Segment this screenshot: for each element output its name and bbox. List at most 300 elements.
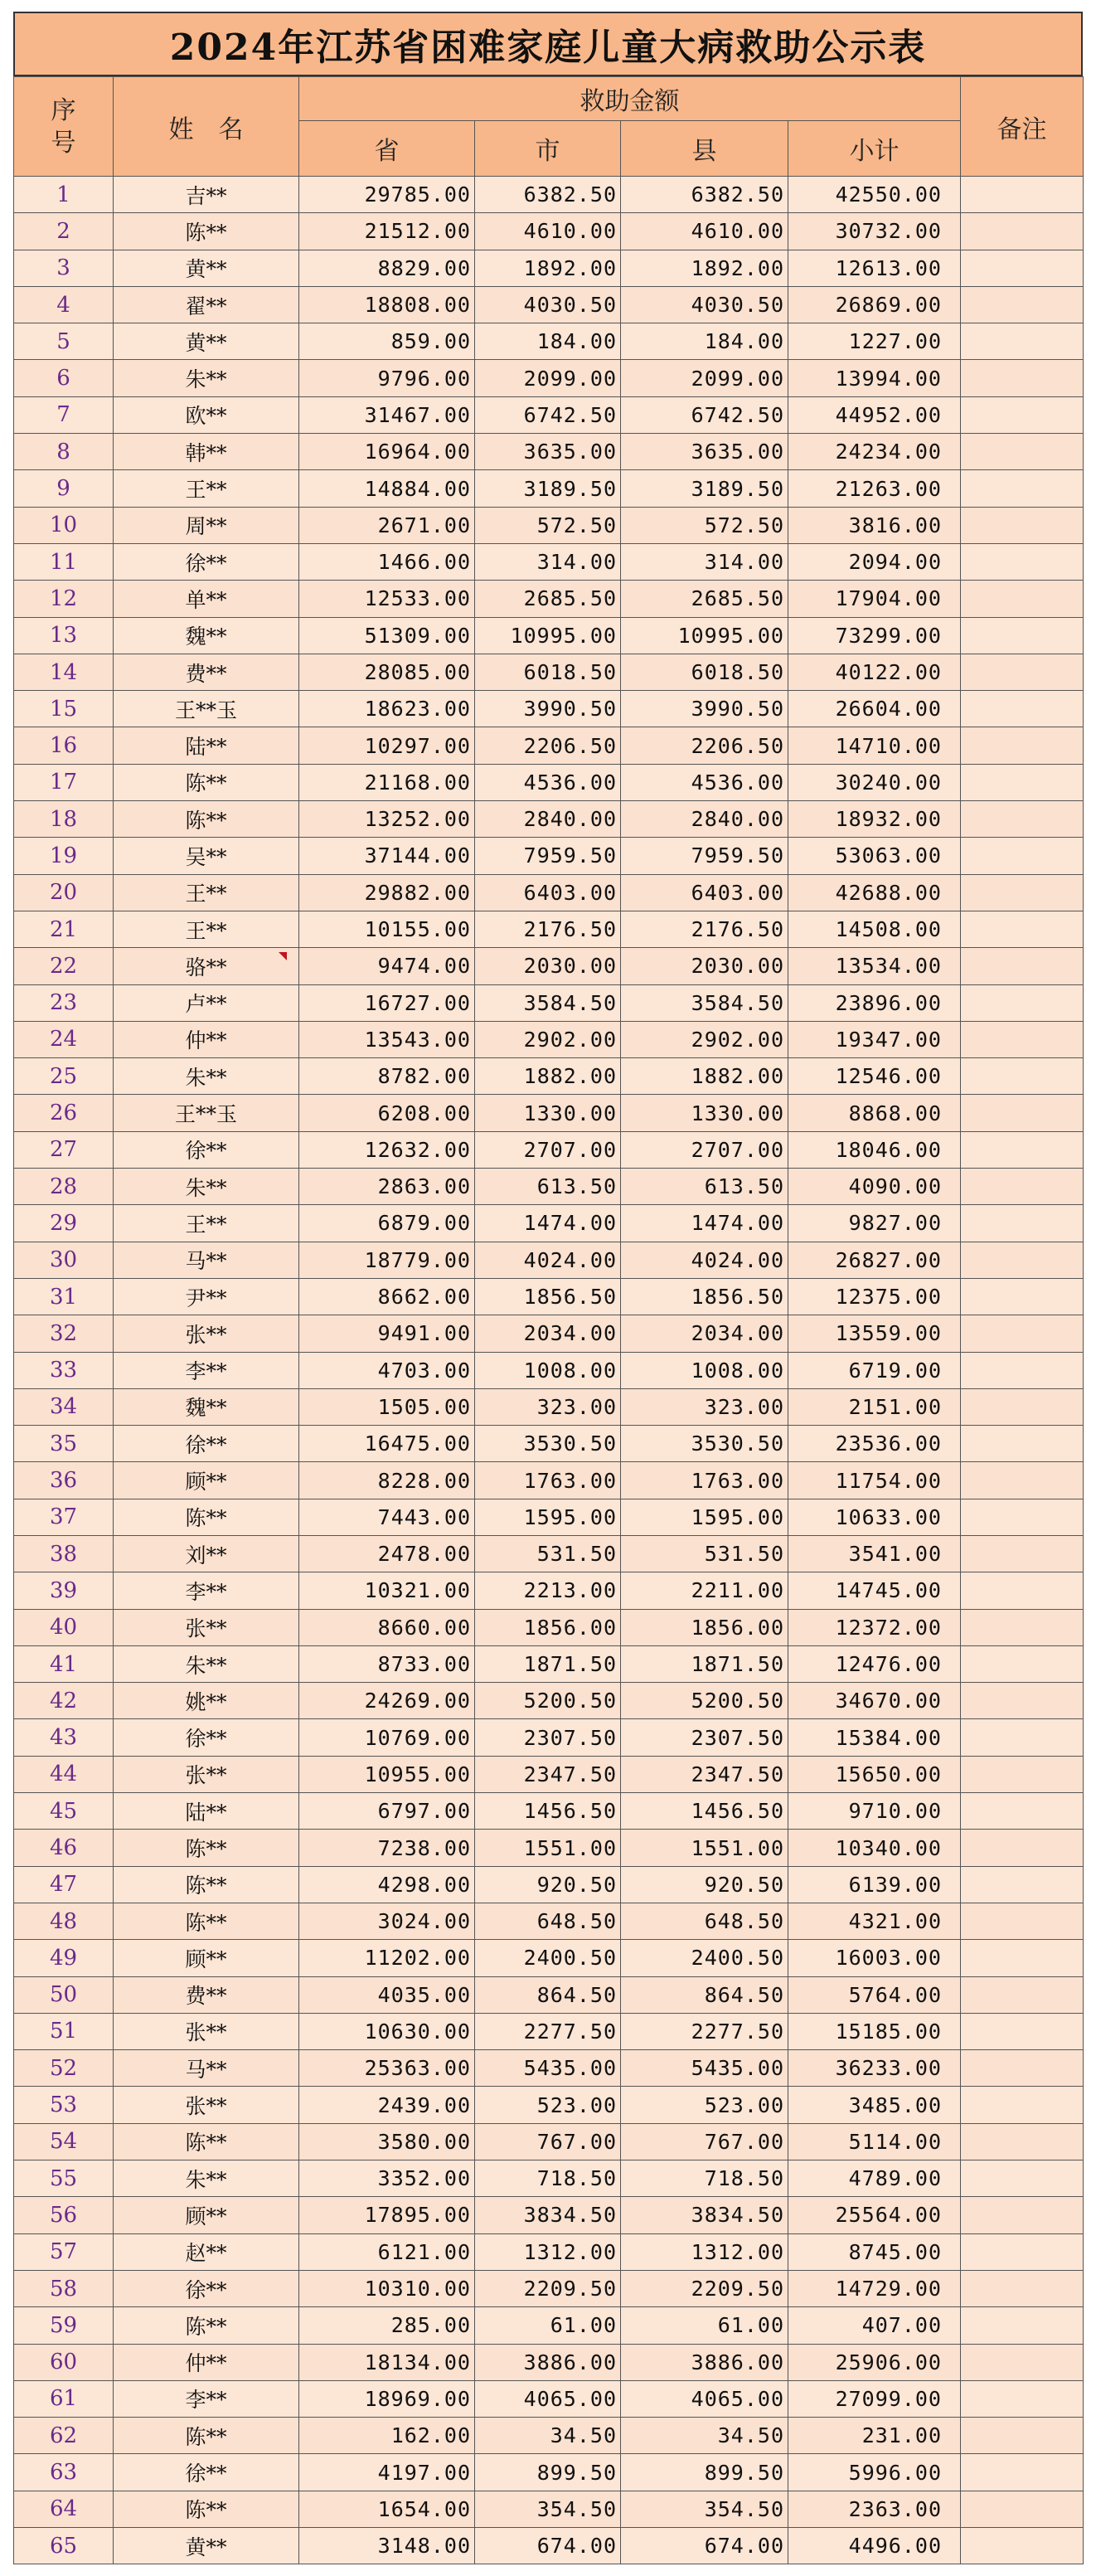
cell-city: 2209.50 — [475, 2270, 621, 2306]
table-row — [14, 1903, 1084, 1939]
cell-county: 2209.50 — [621, 2270, 788, 2306]
table-row — [14, 1830, 1084, 1866]
cell-seq: 53 — [14, 2087, 114, 2123]
cell-name: 朱** — [114, 2160, 299, 2197]
cell-city: 2707.00 — [475, 1131, 621, 1168]
table-row — [14, 2160, 1084, 2197]
cell-remark — [961, 617, 1084, 654]
cell-seq: 37 — [14, 1499, 114, 1535]
cell-county: 523.00 — [621, 2087, 788, 2123]
header-remark: 备注 — [961, 77, 1084, 177]
table-row — [14, 1205, 1084, 1242]
cell-subtotal: 6719.00 — [788, 1352, 961, 1388]
cell-city: 674.00 — [475, 2528, 621, 2564]
cell-province: 6208.00 — [299, 1095, 475, 1131]
cell-county: 1871.50 — [621, 1645, 788, 1682]
cell-seq: 63 — [14, 2454, 114, 2491]
cell-seq: 43 — [14, 1719, 114, 1756]
table-row — [14, 1499, 1084, 1535]
cell-seq: 47 — [14, 1866, 114, 1903]
header-seq: 序号 — [14, 77, 114, 177]
cell-subtotal: 15384.00 — [788, 1719, 961, 1756]
cell-province: 10955.00 — [299, 1756, 475, 1792]
cell-county: 920.50 — [621, 1866, 788, 1903]
cell-name: 陈** — [114, 2307, 299, 2344]
cell-remark — [961, 1940, 1084, 1976]
cell-subtotal: 1227.00 — [788, 323, 961, 360]
cell-province: 10155.00 — [299, 911, 475, 947]
cell-subtotal: 9827.00 — [788, 1205, 961, 1242]
table-row — [14, 1793, 1084, 1830]
cell-name: 翟** — [114, 286, 299, 323]
cell-name: 徐** — [114, 1426, 299, 1462]
table-row — [14, 1278, 1084, 1315]
table-row — [14, 764, 1084, 800]
cell-remark — [961, 2050, 1084, 2087]
cell-county: 2400.50 — [621, 1940, 788, 1976]
cell-name: 张** — [114, 2013, 299, 2049]
table-row — [14, 1756, 1084, 1792]
cell-province: 16727.00 — [299, 984, 475, 1021]
cell-remark — [961, 1021, 1084, 1057]
cell-subtotal: 12375.00 — [788, 1278, 961, 1315]
table-row — [14, 1426, 1084, 1462]
cell-seq: 56 — [14, 2197, 114, 2233]
cell-name: 陈** — [114, 1499, 299, 1535]
cell-name: 陆** — [114, 1793, 299, 1830]
table-row — [14, 2528, 1084, 2564]
cell-remark — [961, 1058, 1084, 1095]
cell-province: 29785.00 — [299, 177, 475, 213]
cell-county: 1595.00 — [621, 1499, 788, 1535]
cell-province: 9474.00 — [299, 948, 475, 984]
cell-remark — [961, 911, 1084, 947]
cell-city: 1456.50 — [475, 1793, 621, 1830]
header-amount: 救助金额 — [299, 77, 961, 121]
cell-province: 10297.00 — [299, 727, 475, 764]
table-row — [14, 911, 1084, 947]
cell-name: 王** — [114, 1205, 299, 1242]
cell-county: 531.50 — [621, 1535, 788, 1572]
cell-province: 9796.00 — [299, 360, 475, 396]
table-row — [14, 2454, 1084, 2491]
table-row — [14, 1315, 1084, 1352]
table-row — [14, 691, 1084, 727]
cell-name: 王**玉 — [114, 1095, 299, 1131]
cell-county: 4030.50 — [621, 286, 788, 323]
cell-seq: 19 — [14, 838, 114, 874]
cell-city: 4610.00 — [475, 213, 621, 250]
cell-name: 陈** — [114, 801, 299, 838]
cell-province: 3148.00 — [299, 2528, 475, 2564]
cell-name: 陈** — [114, 213, 299, 250]
cell-city: 6403.00 — [475, 874, 621, 911]
cell-province: 4298.00 — [299, 1866, 475, 1903]
cell-county: 1856.00 — [621, 1609, 788, 1645]
cell-name: 王** — [114, 470, 299, 507]
cell-city: 4024.00 — [475, 1242, 621, 1278]
cell-subtotal: 10340.00 — [788, 1830, 961, 1866]
cell-province: 8733.00 — [299, 1645, 475, 1682]
cell-seq: 57 — [14, 2233, 114, 2270]
cell-county: 4024.00 — [621, 1242, 788, 1278]
cell-name: 陈** — [114, 1866, 299, 1903]
cell-county: 2707.00 — [621, 1131, 788, 1168]
cell-name: 马** — [114, 2050, 299, 2087]
cell-county: 2840.00 — [621, 801, 788, 838]
cell-city: 1474.00 — [475, 1205, 621, 1242]
cell-name: 骆** — [114, 948, 299, 984]
cell-city: 2685.50 — [475, 581, 621, 617]
cell-remark — [961, 1169, 1084, 1205]
cell-name: 顾** — [114, 1462, 299, 1499]
cell-seq: 36 — [14, 1462, 114, 1499]
table-row — [14, 1535, 1084, 1572]
cell-county: 2030.00 — [621, 948, 788, 984]
cell-city: 3635.00 — [475, 434, 621, 470]
cell-name: 仲** — [114, 2344, 299, 2380]
cell-seq: 34 — [14, 1388, 114, 1425]
cell-name: 李** — [114, 1352, 299, 1388]
cell-seq: 8 — [14, 434, 114, 470]
cell-subtotal: 73299.00 — [788, 617, 961, 654]
cell-city: 531.50 — [475, 1535, 621, 1572]
cell-remark — [961, 434, 1084, 470]
cell-name: 徐** — [114, 1719, 299, 1756]
cell-subtotal: 21263.00 — [788, 470, 961, 507]
cell-seq: 33 — [14, 1352, 114, 1388]
cell-seq: 16 — [14, 727, 114, 764]
cell-county: 899.50 — [621, 2454, 788, 2491]
table-row — [14, 1462, 1084, 1499]
cell-remark — [961, 691, 1084, 727]
cell-subtotal: 3541.00 — [788, 1535, 961, 1572]
cell-seq: 48 — [14, 1903, 114, 1939]
cell-name: 卢** — [114, 984, 299, 1021]
cell-name: 朱** — [114, 1645, 299, 1682]
cell-province: 8782.00 — [299, 1058, 475, 1095]
cell-subtotal: 13994.00 — [788, 360, 961, 396]
cell-name: 徐** — [114, 2454, 299, 2491]
cell-seq: 50 — [14, 1976, 114, 2013]
cell-province: 1505.00 — [299, 1388, 475, 1425]
cell-remark — [961, 507, 1084, 543]
table-row — [14, 1609, 1084, 1645]
cell-city: 314.00 — [475, 543, 621, 580]
cell-remark — [961, 727, 1084, 764]
cell-subtotal: 14745.00 — [788, 1572, 961, 1609]
cell-seq: 1 — [14, 177, 114, 213]
cell-remark — [961, 1793, 1084, 1830]
table-row — [14, 2307, 1084, 2344]
cell-province: 7238.00 — [299, 1830, 475, 1866]
cell-city: 2400.50 — [475, 1940, 621, 1976]
cell-city: 4030.50 — [475, 286, 621, 323]
cell-name: 韩** — [114, 434, 299, 470]
cell-city: 2213.00 — [475, 1572, 621, 1609]
cell-seq: 11 — [14, 543, 114, 580]
cell-county: 1551.00 — [621, 1830, 788, 1866]
cell-county: 4536.00 — [621, 764, 788, 800]
cell-seq: 38 — [14, 1535, 114, 1572]
cell-county: 3886.00 — [621, 2344, 788, 2380]
cell-remark — [961, 654, 1084, 690]
cell-city: 767.00 — [475, 2123, 621, 2160]
table-row — [14, 2087, 1084, 2123]
cell-county: 3635.00 — [621, 434, 788, 470]
cell-subtotal: 12372.00 — [788, 1609, 961, 1645]
table-row — [14, 1095, 1084, 1131]
cell-county: 2685.50 — [621, 581, 788, 617]
cell-subtotal: 18932.00 — [788, 801, 961, 838]
cell-name: 费** — [114, 654, 299, 690]
cell-city: 864.50 — [475, 1976, 621, 2013]
cell-city: 2034.00 — [475, 1315, 621, 1352]
cell-name: 刘** — [114, 1535, 299, 1572]
table-row — [14, 2270, 1084, 2306]
cell-seq: 44 — [14, 1756, 114, 1792]
cell-subtotal: 25906.00 — [788, 2344, 961, 2380]
cell-name: 陈** — [114, 2491, 299, 2527]
cell-province: 10310.00 — [299, 2270, 475, 2306]
table-row — [14, 2050, 1084, 2087]
table-row — [14, 984, 1084, 1021]
cell-seq: 26 — [14, 1095, 114, 1131]
cell-province: 11202.00 — [299, 1940, 475, 1976]
cell-province: 51309.00 — [299, 617, 475, 654]
table-row — [14, 2380, 1084, 2417]
cell-seq: 54 — [14, 2123, 114, 2160]
table-row — [14, 1131, 1084, 1168]
cell-remark — [961, 1609, 1084, 1645]
cell-province: 16964.00 — [299, 434, 475, 470]
cell-province: 3024.00 — [299, 1903, 475, 1939]
cell-remark — [961, 1645, 1084, 1682]
cell-city: 354.50 — [475, 2491, 621, 2527]
cell-subtotal: 30240.00 — [788, 764, 961, 800]
cell-seq: 51 — [14, 2013, 114, 2049]
cell-name: 顾** — [114, 2197, 299, 2233]
cell-remark — [961, 581, 1084, 617]
cell-subtotal: 5114.00 — [788, 2123, 961, 2160]
cell-remark — [961, 396, 1084, 433]
cell-province: 2478.00 — [299, 1535, 475, 1572]
cell-remark — [961, 1315, 1084, 1352]
cell-remark — [961, 1719, 1084, 1756]
cell-city: 2176.50 — [475, 911, 621, 947]
cell-name: 徐** — [114, 2270, 299, 2306]
cell-county: 6382.50 — [621, 177, 788, 213]
table-row — [14, 434, 1084, 470]
cell-province: 9491.00 — [299, 1315, 475, 1352]
cell-county: 323.00 — [621, 1388, 788, 1425]
cell-seq: 2 — [14, 213, 114, 250]
cell-subtotal: 407.00 — [788, 2307, 961, 2344]
cell-province: 285.00 — [299, 2307, 475, 2344]
cell-name: 姚** — [114, 1683, 299, 1719]
cell-name: 吴** — [114, 838, 299, 874]
table-row — [14, 2418, 1084, 2454]
cell-remark — [961, 984, 1084, 1021]
cell-name: 赵** — [114, 2233, 299, 2270]
cell-seq: 31 — [14, 1278, 114, 1315]
cell-subtotal: 25564.00 — [788, 2197, 961, 2233]
cell-city: 3990.50 — [475, 691, 621, 727]
cell-province: 12533.00 — [299, 581, 475, 617]
cell-county: 1882.00 — [621, 1058, 788, 1095]
cell-comment-marker — [279, 952, 287, 960]
table-row — [14, 2197, 1084, 2233]
table-row — [14, 1388, 1084, 1425]
cell-city: 2347.50 — [475, 1756, 621, 1792]
cell-subtotal: 4090.00 — [788, 1169, 961, 1205]
cell-province: 1466.00 — [299, 543, 475, 580]
cell-county: 4065.00 — [621, 2380, 788, 2417]
cell-province: 18623.00 — [299, 691, 475, 727]
aid-table — [13, 76, 1084, 2564]
cell-subtotal: 42688.00 — [788, 874, 961, 911]
table-row — [14, 1866, 1084, 1903]
cell-subtotal: 13559.00 — [788, 1315, 961, 1352]
cell-county: 613.50 — [621, 1169, 788, 1205]
cell-remark — [961, 177, 1084, 213]
table-row — [14, 2233, 1084, 2270]
cell-subtotal: 34670.00 — [788, 1683, 961, 1719]
cell-province: 2863.00 — [299, 1169, 475, 1205]
cell-county: 4610.00 — [621, 213, 788, 250]
cell-county: 1474.00 — [621, 1205, 788, 1242]
cell-name: 李** — [114, 1572, 299, 1609]
cell-city: 2307.50 — [475, 1719, 621, 1756]
cell-subtotal: 18046.00 — [788, 1131, 961, 1168]
cell-remark — [961, 2233, 1084, 2270]
cell-city: 61.00 — [475, 2307, 621, 2344]
table-row — [14, 323, 1084, 360]
cell-province: 37144.00 — [299, 838, 475, 874]
cell-remark — [961, 801, 1084, 838]
cell-city: 648.50 — [475, 1903, 621, 1939]
cell-city: 613.50 — [475, 1169, 621, 1205]
cell-city: 1763.00 — [475, 1462, 621, 1499]
header-subtotal: 小计 — [788, 121, 961, 177]
cell-county: 3834.50 — [621, 2197, 788, 2233]
cell-seq: 13 — [14, 617, 114, 654]
cell-province: 21168.00 — [299, 764, 475, 800]
cell-city: 1330.00 — [475, 1095, 621, 1131]
cell-seq: 64 — [14, 2491, 114, 2527]
cell-city: 6382.50 — [475, 177, 621, 213]
cell-subtotal: 16003.00 — [788, 1940, 961, 1976]
cell-name: 单** — [114, 581, 299, 617]
cell-seq: 5 — [14, 323, 114, 360]
cell-subtotal: 15185.00 — [788, 2013, 961, 2049]
cell-province: 1654.00 — [299, 2491, 475, 2527]
public-notice-sheet — [13, 12, 1083, 2564]
cell-province: 29882.00 — [299, 874, 475, 911]
header-province: 省 — [299, 121, 475, 177]
cell-seq: 52 — [14, 2050, 114, 2087]
cell-remark — [961, 470, 1084, 507]
cell-province: 8228.00 — [299, 1462, 475, 1499]
cell-city: 523.00 — [475, 2087, 621, 2123]
cell-county: 2347.50 — [621, 1756, 788, 1792]
cell-city: 2277.50 — [475, 2013, 621, 2049]
table-row — [14, 801, 1084, 838]
cell-city: 5200.50 — [475, 1683, 621, 1719]
cell-seq: 12 — [14, 581, 114, 617]
table-row — [14, 1683, 1084, 1719]
cell-remark — [961, 2160, 1084, 2197]
cell-seq: 29 — [14, 1205, 114, 1242]
cell-remark — [961, 1242, 1084, 1278]
cell-remark — [961, 948, 1084, 984]
cell-subtotal: 231.00 — [788, 2418, 961, 2454]
cell-remark — [961, 250, 1084, 286]
cell-subtotal: 53063.00 — [788, 838, 961, 874]
table-row — [14, 1021, 1084, 1057]
cell-seq: 4 — [14, 286, 114, 323]
cell-name: 张** — [114, 1756, 299, 1792]
cell-province: 25363.00 — [299, 2050, 475, 2087]
cell-city: 2206.50 — [475, 727, 621, 764]
sheet-title: 2024年江苏省困难家庭儿童大病救助公示表 — [13, 12, 1083, 76]
cell-name: 陈** — [114, 2123, 299, 2160]
cell-remark — [961, 1756, 1084, 1792]
cell-city: 1892.00 — [475, 250, 621, 286]
cell-county: 648.50 — [621, 1903, 788, 1939]
cell-subtotal: 24234.00 — [788, 434, 961, 470]
cell-seq: 22 — [14, 948, 114, 984]
cell-seq: 65 — [14, 2528, 114, 2564]
cell-city: 3189.50 — [475, 470, 621, 507]
cell-city: 3584.50 — [475, 984, 621, 1021]
cell-county: 572.50 — [621, 507, 788, 543]
cell-name: 王** — [114, 874, 299, 911]
cell-county: 1330.00 — [621, 1095, 788, 1131]
cell-city: 6742.50 — [475, 396, 621, 433]
cell-subtotal: 12476.00 — [788, 1645, 961, 1682]
cell-city: 4536.00 — [475, 764, 621, 800]
cell-province: 18969.00 — [299, 2380, 475, 2417]
cell-province: 10321.00 — [299, 1572, 475, 1609]
cell-remark — [961, 2344, 1084, 2380]
cell-province: 4703.00 — [299, 1352, 475, 1388]
cell-name: 张** — [114, 1609, 299, 1645]
cell-name: 徐** — [114, 543, 299, 580]
table-row — [14, 543, 1084, 580]
cell-city: 4065.00 — [475, 2380, 621, 2417]
cell-county: 767.00 — [621, 2123, 788, 2160]
cell-county: 718.50 — [621, 2160, 788, 2197]
cell-seq: 35 — [14, 1426, 114, 1462]
cell-county: 6403.00 — [621, 874, 788, 911]
cell-city: 6018.50 — [475, 654, 621, 690]
cell-remark — [961, 874, 1084, 911]
table-row — [14, 1058, 1084, 1095]
cell-province: 24269.00 — [299, 1683, 475, 1719]
cell-remark — [961, 2197, 1084, 2233]
table-row — [14, 2013, 1084, 2049]
cell-county: 2277.50 — [621, 2013, 788, 2049]
cell-county: 7959.50 — [621, 838, 788, 874]
cell-subtotal: 14729.00 — [788, 2270, 961, 2306]
cell-county: 3189.50 — [621, 470, 788, 507]
cell-subtotal: 5764.00 — [788, 1976, 961, 2013]
cell-seq: 3 — [14, 250, 114, 286]
cell-county: 2211.00 — [621, 1572, 788, 1609]
cell-county: 1312.00 — [621, 2233, 788, 2270]
table-row — [14, 396, 1084, 433]
